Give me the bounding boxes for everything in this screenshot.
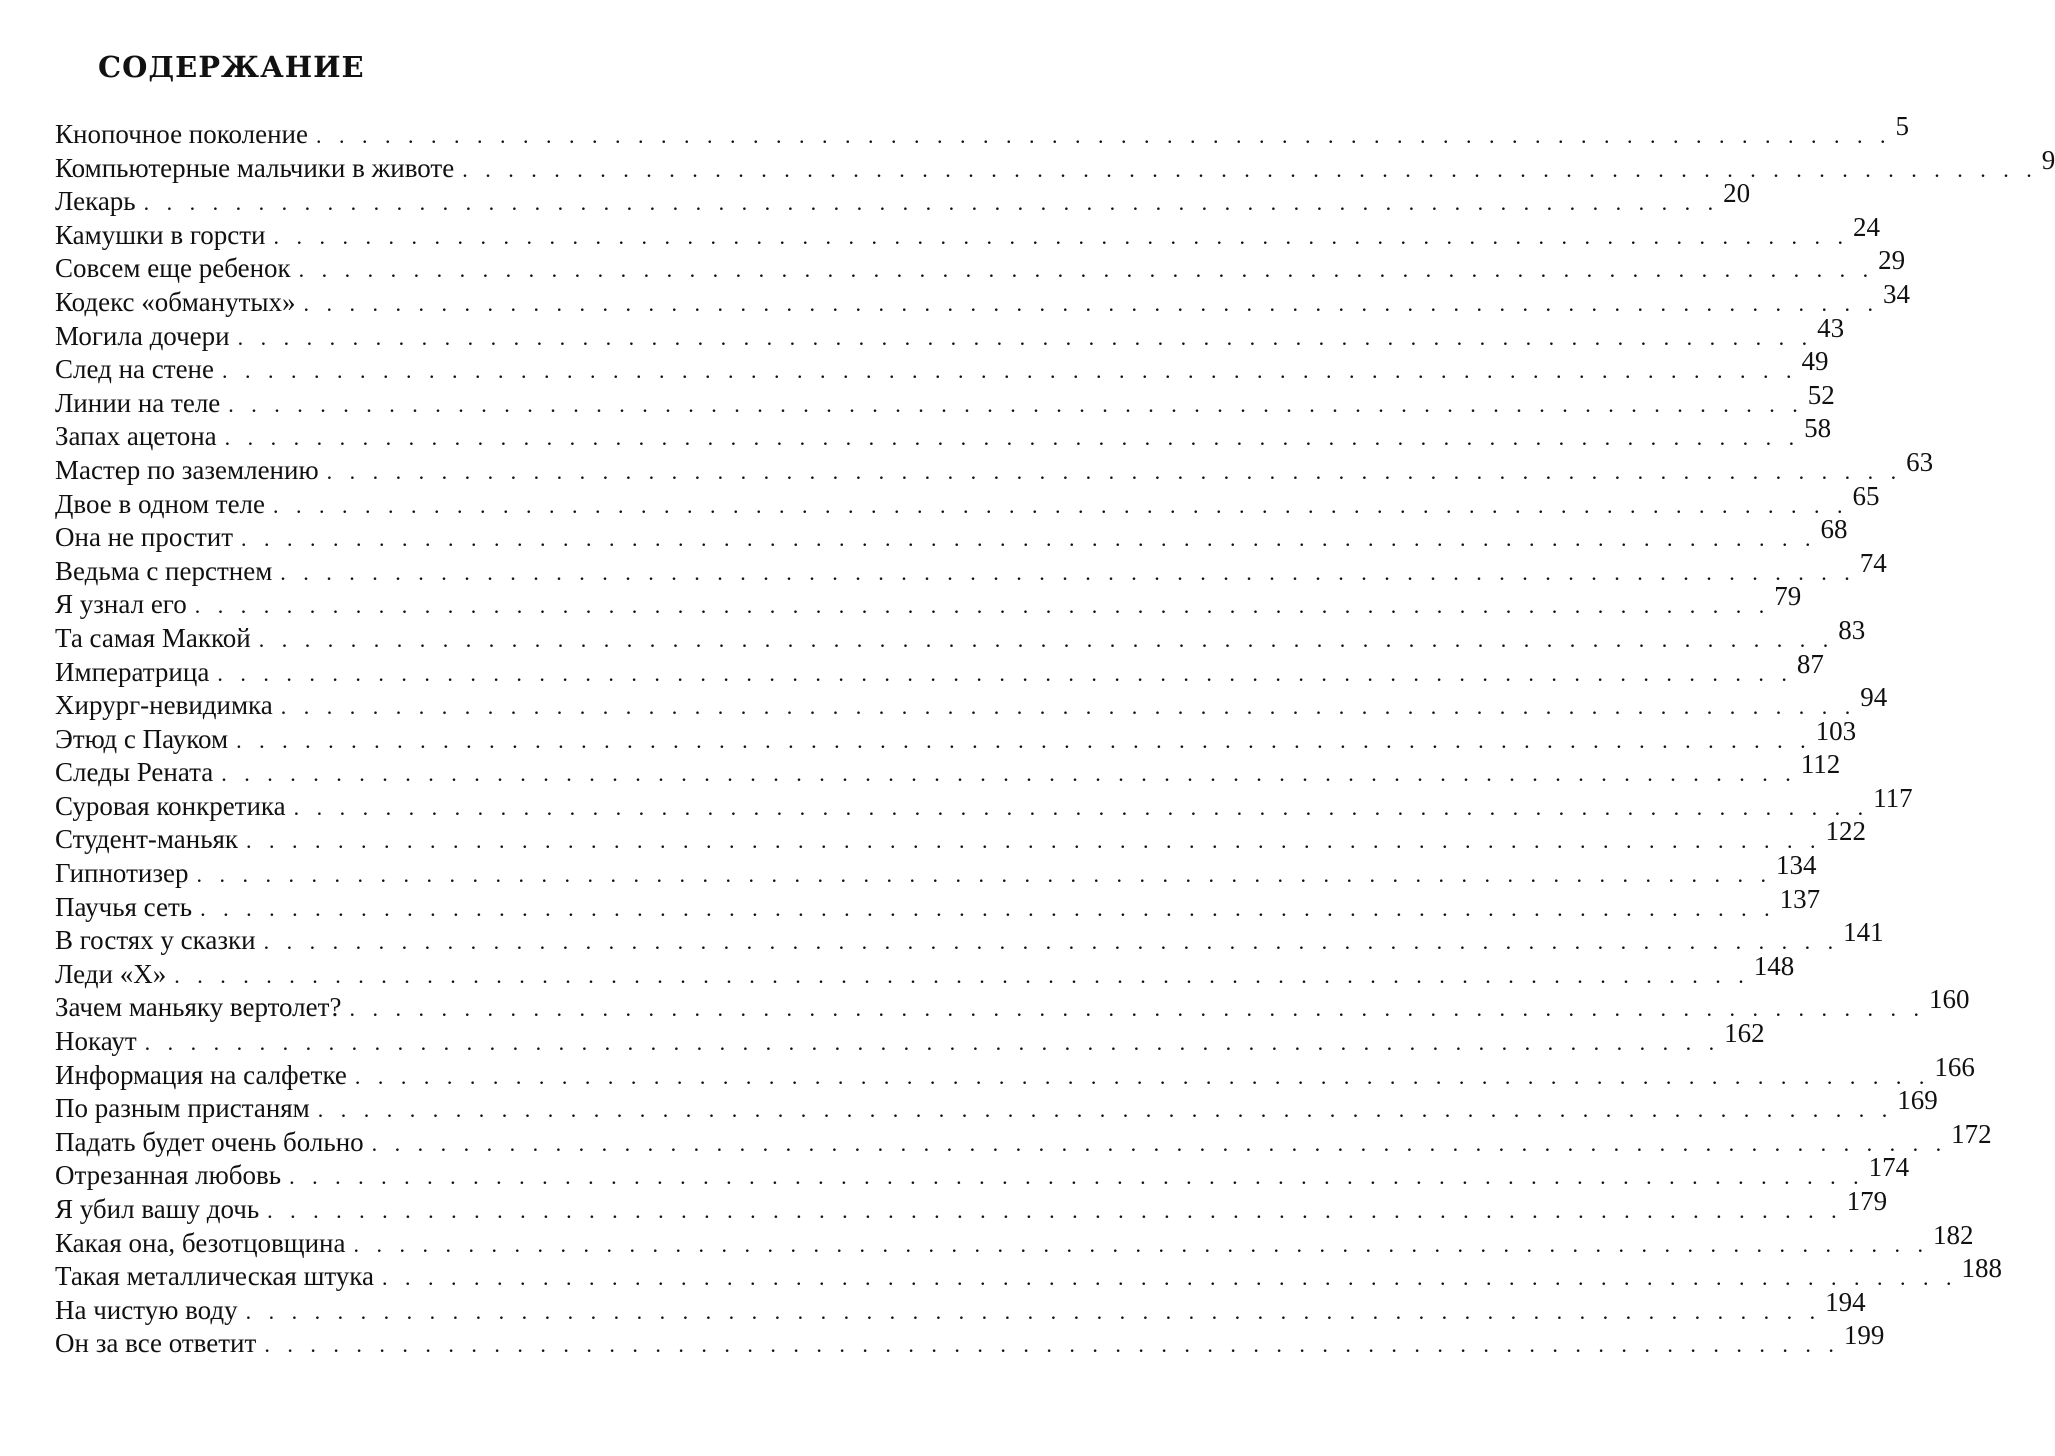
toc-entry-page: 49 <box>1801 346 1829 377</box>
toc-entry <box>55 715 1857 757</box>
toc-entry-title: Запах ацетона <box>55 421 217 452</box>
page-title: СОДЕРЖАНИЕ <box>98 50 365 84</box>
dot-leader: . . . . . . . . . . . . . . . . . . . . . . . . . . . . . . . . . . . . . . . . . . . . . . . . . . . . . . . . . . . . . . . . . . . . . <box>196 862 1772 888</box>
toc-entry-page: 79 <box>1774 581 1802 612</box>
toc-entry-title: Суровая конкретика <box>55 790 286 821</box>
dot-leader: . . . . . . . . . . . . . . . . . . . . . . . . . . . . . . . . . . . . . . . . . . . . . . . . . . . . . . . . . . . . . . . . . . . . . <box>315 123 1892 148</box>
dot-leader: . . . . . . . . . . . . . . . . . . . . . . . . . . . . . . . . . . . . . . . . . . . . . . . . . . . . . . . . . . . . . . . . . . . . . <box>273 223 1849 249</box>
dot-leader: . . . . . . . . . . . . . . . . . . . . . . . . . . . . . . . . . . . . . . . . . . . . . . . . . . . . . . . . . . . . . . . . . . . . . <box>224 425 1801 451</box>
toc-entry-title: Совсем еще ребенок <box>55 253 291 284</box>
toc-entry-title: Она не простит <box>55 522 234 553</box>
toc-entry <box>55 1018 1765 1059</box>
toc-entry-title: Информация на салфетке <box>55 1059 347 1090</box>
toc-entry-title: Такая металлическая штука <box>55 1261 374 1292</box>
toc-entry <box>55 514 1848 555</box>
toc-entry <box>55 1152 1910 1193</box>
dot-leader: . . . . . . . . . . . . . . . . . . . . . . . . . . . . . . . . . . . . . . . . . . . . . . . . . . . . . . . . . . . . . . . . . . . . . <box>245 1298 1822 1324</box>
toc-entry-title: Я убил вашу дочь <box>55 1194 260 1224</box>
toc-entry-page: 169 <box>1897 1085 1938 1116</box>
toc-entry-title: Гипнотизер <box>55 858 189 889</box>
toc-entry-page: 68 <box>1820 514 1848 545</box>
toc-entry <box>55 413 1832 454</box>
dot-leader: . . . . . . . . . . . . . . . . . . . . . . . . . . . . . . . . . . . . . . . . . . . . . . . . . . . . . . . . . . . . . . . . . . . . . <box>258 626 1835 652</box>
toc-entry-title: Лекарь <box>55 186 136 217</box>
toc-entry-title: Камушки в горсти <box>55 219 266 250</box>
toc-entry-title: Падать будет очень больно <box>55 1126 364 1157</box>
toc-entry-title: В гостях у сказки <box>55 925 256 956</box>
toc-entry-title: Мастер по заземлению <box>55 454 319 485</box>
toc-entry-title: Отрезанная любовь <box>55 1160 282 1191</box>
dot-leader: . . . . . . . . . . . . . . . . . . . . . . . . . . . . . . . . . . . . . . . . . . . . . . . . . . . . . . . . . . . . . . . . . . . . . <box>200 895 1776 921</box>
toc-entry-page: 43 <box>1817 312 1845 343</box>
toc-entry-title: Хирург-невидимка <box>55 690 273 721</box>
toc-entry <box>55 480 1880 522</box>
toc-entry-title: Компьютерные мальчики в животе <box>55 152 455 183</box>
dot-leader: . . . . . . . . . . . . . . . . . . . . . . . . . . . . . . . . . . . . . . . . . . . . . . . . . . . . . . . . . . . . . . . . . . . . . <box>228 391 1804 417</box>
toc-entry-page: 162 <box>1724 1018 1765 1049</box>
toc-entry-title: Ведьма с перстнем <box>55 555 273 586</box>
dot-leader: . . . . . . . . . . . . . . . . . . . . . . . . . . . . . . . . . . . . . . . . . . . . . . . . . . . . . . . . . . . . . . . . . . . . . <box>143 190 1720 216</box>
toc-entry-page: 166 <box>1934 1051 1975 1082</box>
dot-leader: . . . . . . . . . . . . . . . . . . . . . . . . . . . . . . . . . . . . . . . . . . . . . . . . . . . . . . . . . . . . . . . . . . . . . <box>174 962 1750 988</box>
toc-entry <box>55 1219 1974 1261</box>
dot-leader: . . . . . . . . . . . . . . . . . . . . . . . . . . . . . . . . . . . . . . . . . . . . . . . . . . . . . . . . . . . . . . . . . . . . . <box>267 1198 1843 1223</box>
toc-entry <box>55 1320 1885 1361</box>
dot-leader: . . . . . . . . . . . . . . . . . . . . . . . . . . . . . . . . . . . . . . . . . . . . . . . . . . . . . . . . . . . . . . . . . . . . . <box>349 996 1925 1022</box>
toc-entry <box>55 984 1970 1025</box>
toc-entry-page: 122 <box>1825 816 1867 847</box>
toc-entry-page: 87 <box>1796 648 1824 679</box>
dot-leader: . . . . . . . . . . . . . . . . . . . . . . . . . . . . . . . . . . . . . . . . . . . . . . . . . . . . . . . . . . . . . . . . . . . . . <box>264 1332 1840 1358</box>
dot-leader: . . . . . . . . . . . . . . . . . . . . . . . . . . . . . . . . . . . . . . . . . . . . . . . . . . . . . . . . . . . . . . . . . . . . . <box>462 156 2038 182</box>
dot-leader: . . . . . . . . . . . . . . . . . . . . . . . . . . . . . . . . . . . . . . . . . . . . . . . . . . . . . . . . . . . . . . . . . . . . . <box>194 593 1771 619</box>
toc-entry-title: Он за все ответит <box>55 1328 257 1359</box>
dot-leader: . . . . . . . . . . . . . . . . . . . . . . . . . . . . . . . . . . . . . . . . . . . . . . . . . . . . . . . . . . . . . . . . . . . . . <box>353 1231 1929 1257</box>
dot-leader: . . . . . . . . . . . . . . . . . . . . . . . . . . . . . . . . . . . . . . . . . . . . . . . . . . . . . . . . . . . . . . . . . . . . . <box>317 1097 1894 1123</box>
toc-entry <box>55 1186 1888 1227</box>
toc-entry-title: По разным пристаням <box>55 1093 310 1124</box>
toc-entry-page: 172 <box>1951 1118 1992 1149</box>
dot-leader: . . . . . . . . . . . . . . . . . . . . . . . . . . . . . . . . . . . . . . . . . . . . . . . . . . . . . . . . . . . . . . . . . . . . . <box>236 727 1812 753</box>
toc-entry <box>55 883 1821 925</box>
dot-leader: . . . . . . . . . . . . . . . . . . . . . . . . . . . . . . . . . . . . . . . . . . . . . . . . . . . . . . . . . . . . . . . . . . . . . <box>382 1265 1958 1291</box>
toc-entry <box>55 1286 1866 1328</box>
dot-leader: . . . . . . . . . . . . . . . . . . . . . . . . . . . . . . . . . . . . . . . . . . . . . . . . . . . . . . . . . . . . . . . . . . . . . <box>326 458 1903 484</box>
toc-entry-title: Я узнал его <box>55 589 187 620</box>
toc-entry-page: 112 <box>1800 749 1841 780</box>
toc-entry-page: 134 <box>1775 850 1817 881</box>
toc-entry <box>55 379 1835 421</box>
toc-entry <box>55 446 1934 488</box>
toc-entry <box>55 278 1911 320</box>
dot-leader: . . . . . . . . . . . . . . . . . . . . . . . . . . . . . . . . . . . . . . . . . . . . . . . . . . . . . . . . . . . . . . . . . . . . . <box>293 794 1870 820</box>
dot-leader: . . . . . . . . . . . . . . . . . . . . . . . . . . . . . . . . . . . . . . . . . . . . . . . . . . . . . . . . . . . . . . . . . . . . . <box>289 1164 1865 1190</box>
toc-entry <box>55 581 1802 622</box>
toc-entry-page: 103 <box>1815 715 1857 746</box>
dot-leader: . . . . . . . . . . . . . . . . . . . . . . . . . . . . . . . . . . . . . . . . . . . . . . . . . . . . . . . . . . . . . . . . . . . . . <box>221 761 1797 787</box>
dot-leader: . . . . . . . . . . . . . . . . . . . . . . . . . . . . . . . . . . . . . . . . . . . . . . . . . . . . . . . . . . . . . . . . . . . . . <box>263 929 1840 955</box>
toc-entry-page: 74 <box>1859 547 1887 578</box>
toc-entry <box>55 312 1845 354</box>
toc-entry-title: Кодекс «обманутых» <box>55 286 296 317</box>
toc-entry-page: 160 <box>1928 984 1970 1015</box>
toc-entry-page: 179 <box>1846 1186 1888 1216</box>
toc-entry-page: 182 <box>1932 1219 1974 1250</box>
toc-entry-page: 174 <box>1868 1152 1910 1183</box>
toc-entry-title: Двое в одном теле <box>55 488 266 519</box>
toc-entry <box>55 547 1887 589</box>
toc-entry-title: Нокаут <box>55 1026 137 1057</box>
dot-leader: . . . . . . . . . . . . . . . . . . . . . . . . . . . . . . . . . . . . . . . . . . . . . . . . . . . . . . . . . . . . . . . . . . . . . <box>221 358 1798 384</box>
toc-entry <box>55 816 1867 857</box>
toc-entry <box>55 917 1884 958</box>
toc-entry-title: Зачем маньяку вертолет? <box>55 992 342 1023</box>
toc-entry <box>55 614 1866 656</box>
toc-entry <box>55 245 1906 286</box>
dot-leader: . . . . . . . . . . . . . . . . . . . . . . . . . . . . . . . . . . . . . . . . . . . . . . . . . . . . . . . . . . . . . . . . . . . . . <box>371 1130 1948 1156</box>
toc-entry <box>55 111 1909 152</box>
dot-leader: . . . . . . . . . . . . . . . . . . . . . . . . . . . . . . . . . . . . . . . . . . . . . . . . . . . . . . . . . . . . . . . . . . . . . <box>298 257 1875 283</box>
toc-entry-title: Следы Рената <box>55 757 214 788</box>
toc-entry <box>55 346 1829 387</box>
toc-entry-page: 94 <box>1860 682 1888 713</box>
toc-entry <box>55 782 1913 824</box>
toc-entry <box>55 178 1751 219</box>
toc-entry <box>55 850 1817 891</box>
toc-entry <box>55 144 2055 186</box>
toc-entry-page: 117 <box>1873 782 1913 813</box>
table-of-contents <box>55 111 2055 1361</box>
toc-entry-page: 34 <box>1883 278 1911 309</box>
toc-entry <box>55 682 1888 723</box>
toc-entry-title: Леди «Х» <box>55 958 167 989</box>
toc-entry-title: Линии на теле <box>55 387 221 418</box>
dot-leader: . . . . . . . . . . . . . . . . . . . . . . . . . . . . . . . . . . . . . . . . . . . . . . . . . . . . . . . . . . . . . . . . . . . . . <box>280 559 1856 585</box>
toc-entry-page: 29 <box>1878 245 1906 276</box>
toc-entry-page: 194 <box>1825 1286 1866 1317</box>
toc-entry-title: Та самая Маккой <box>55 622 251 653</box>
toc-entry-page: 20 <box>1723 178 1751 209</box>
toc-entry <box>55 950 1795 992</box>
toc-entry <box>55 211 1880 253</box>
toc-entry <box>55 1085 1938 1126</box>
dot-leader: . . . . . . . . . . . . . . . . . . . . . . . . . . . . . . . . . . . . . . . . . . . . . . . . . . . . . . . . . . . . . . . . . . . . . <box>246 828 1822 854</box>
toc-entry-title: Кнопочное поколение <box>55 119 308 149</box>
toc-entry-page: 58 <box>1804 413 1832 444</box>
toc-entry-title: Этюд с Пауком <box>55 723 229 754</box>
toc-entry-title: Какая она, безотцовщина <box>55 1227 346 1258</box>
toc-entry-page: 63 <box>1906 446 1934 477</box>
toc-entry <box>55 749 1841 790</box>
toc-entry-page: 137 <box>1779 883 1821 914</box>
toc-entry <box>55 1253 2002 1294</box>
dot-leader: . . . . . . . . . . . . . . . . . . . . . . . . . . . . . . . . . . . . . . . . . . . . . . . . . . . . . . . . . . . . . . . . . . . . . <box>303 290 1880 316</box>
toc-entry <box>55 1051 1975 1093</box>
dot-leader: . . . . . . . . . . . . . . . . . . . . . . . . . . . . . . . . . . . . . . . . . . . . . . . . . . . . . . . . . . . . . . . . . . . . . <box>280 694 1857 720</box>
dot-leader: . . . . . . . . . . . . . . . . . . . . . . . . . . . . . . . . . . . . . . . . . . . . . . . . . . . . . . . . . . . . . . . . . . . . . <box>217 660 1793 686</box>
toc-entry-page: 141 <box>1843 917 1884 948</box>
dot-leader: . . . . . . . . . . . . . . . . . . . . . . . . . . . . . . . . . . . . . . . . . . . . . . . . . . . . . . . . . . . . . . . . . . . . . <box>354 1063 1931 1089</box>
toc-entry-page: 5 <box>1895 111 1909 141</box>
toc-entry-page: 148 <box>1753 950 1795 981</box>
toc-entry-page: 199 <box>1843 1320 1885 1351</box>
toc-entry-title: След на стене <box>55 354 214 385</box>
dot-leader: . . . . . . . . . . . . . . . . . . . . . . . . . . . . . . . . . . . . . . . . . . . . . . . . . . . . . . . . . . . . . . . . . . . . . <box>241 526 1817 552</box>
toc-entry-title: Паучья сеть <box>55 891 193 922</box>
dot-leader: . . . . . . . . . . . . . . . . . . . . . . . . . . . . . . . . . . . . . . . . . . . . . . . . . . . . . . . . . . . . . . . . . . . . . <box>144 1030 1721 1056</box>
toc-entry-title: Могила дочери <box>55 320 230 351</box>
toc-entry-title: Студент-маньяк <box>55 824 239 855</box>
toc-entry-title: Императрица <box>55 656 210 687</box>
dot-leader: . . . . . . . . . . . . . . . . . . . . . . . . . . . . . . . . . . . . . . . . . . . . . . . . . . . . . . . . . . . . . . . . . . . . . <box>237 324 1814 350</box>
toc-entry-page: 65 <box>1852 480 1880 511</box>
toc-entry-page: 24 <box>1852 211 1880 242</box>
toc-entry <box>55 1118 1992 1160</box>
toc-entry-page: 52 <box>1807 379 1835 410</box>
toc-entry-page: 9 <box>2041 144 2055 175</box>
toc-entry-page: 83 <box>1838 614 1866 645</box>
dot-leader: . . . . . . . . . . . . . . . . . . . . . . . . . . . . . . . . . . . . . . . . . . . . . . . . . . . . . . . . . . . . . . . . . . . . . <box>273 492 1849 518</box>
toc-entry-title: На чистую воду <box>55 1294 238 1325</box>
toc-entry <box>55 648 1824 690</box>
toc-entry-page: 188 <box>1961 1253 2002 1284</box>
